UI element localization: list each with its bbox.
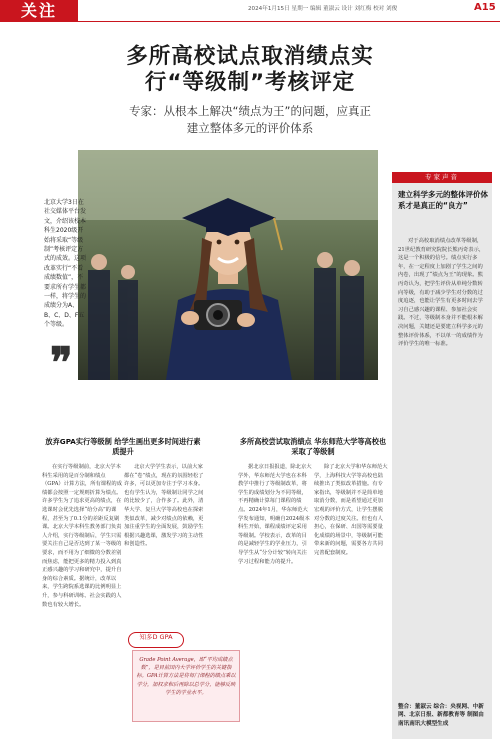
sidebar-body: 对于高校取消绩点改革等级制，21世纪教育研究院院长熊丙奇表示，这是一个积极的信号。绩点实行多年，在一定程度上加剧了学生之间的内卷，出现了“绩点为王”的现象。熊丙奇认为，把学生评价从单纯分数转向等级，有助于减少学生对分数的过度追逐，也能让学生有更多时间去学习自己感兴趣的课程、参加社会实践。不过，等级制本身并不能根本解决问题，关键还是要建立科学多元的整体评价体系，不以单一的成绩作为评价学生的唯一标准。 xyxy=(398,238,485,348)
sidebar-credit: 整合：董淑云 综合：央视网、中新网、北京日报、新都教育等 制图由南讯南讯大模型生成 xyxy=(398,704,484,727)
sidebar-title: 建立科学多元的整体评价体系才是真正的“良方” xyxy=(398,190,488,210)
page-number: A15 xyxy=(474,2,496,13)
graduate-photo xyxy=(78,150,378,380)
right-article-col2: 除了北京大学和华东师范大学，上海科技大学等高校也陆续推出了类似改革措施。有专家指出，等级制并不是简单地取消分数，而是希望通过更加宏观的评价方式，让学生摆脱对分数的过度关注。但也有人担心，在保研、出国等需要量化成绩的场景中，等级制可能带来新的问题，需要各方共同完善配套制度。 xyxy=(314,464,388,556)
left-article-col2: 北京大学学生表示，以前大家都在“卷”绩点，现在的氛围轻松了许多，可以更加专注于学习本身。也有学生认为，等级制让同学之间的比较少了，合作多了。此外，清华大学、复旦大学等高校也在探索类似改革，减少对绩点的依赖，更加注重学生的全面发展，鼓励学生根据兴趣选课，激发学习的主动性和创造性。 xyxy=(124,464,204,548)
subheadline: 专家：从根本上解决“绩点为王”的问题，应真正建立整体多元的评价体系 xyxy=(129,104,371,135)
intro-text: 北京大学3日在社交媒体平台发文，介绍该校本科生2020级开始将采取“等级制”考核评定方式的成效。这项改革实行“不看成绩数值”，不要求所有学生都一样，将学生的成绩分为A、B、C、D、F五个等级。 xyxy=(44,199,87,329)
glossary-badge: 知多D GPA xyxy=(128,632,184,648)
quote-mark-icon: ❞ xyxy=(50,338,73,387)
graduate-illustration xyxy=(78,150,378,380)
left-article-col1: 在实行等级制前，北京大学本科生采用的是百分制和绩点（GPA）计算方法，所有课程的成绩都会按照一定规则折算为绩点。许多学生为了追求更高的绩点，在选课时会优先选择“给分高”的课程，甚至为了0.1分的差距反复刷课。北京大学本科生教务部门负责人介绍，实行等级制后，学生只需要关注自己是否达到了某一等级的要求，而不用为了细微的分数差别而焦虑，能把更多的精力投入到真正感兴趣的学习和研究中，提升自身的综合素质。据统计，改革以来，学生跨院系选课的比例明显上升，参与科研训练、社会实践的人数也有较大增长。 xyxy=(42,464,122,608)
header-info: 2024年1月15日 星期一 编辑 董淑云 设计 刘红梅 校对 刘俊 xyxy=(248,6,398,12)
left-article-heading: 放弃GPA实行等级制 给学生画出更多时间进行素质提升 xyxy=(45,437,201,456)
headline: 多所高校试点取消绩点实行“等级制”考核评定 xyxy=(126,44,374,95)
right-article-heading: 多所高校尝试取消绩点 华东师范大学等高校也采取了等级制 xyxy=(239,437,387,456)
right-article-col1: 据北京日报报道，除北京大学外，华东师范大学也在本科教学中推行了等级制改革，将学生的成绩划分为不同等级，不再精确计算每门课程的绩点。2024年1月，华东师范大学发布通知，明确自2024级本科生开始，课程成绩评定采用等级制。学校表示，改革的目的是减轻学生的学业压力，引导学生从“分分计较”转向关注学习过程和能力的提升。 xyxy=(238,464,312,565)
expert-voice-band: 专家声音 xyxy=(392,172,492,183)
glossary-text: Grade Point Average，即“平均成绩点数”，是目前国内大学评价学生的关键指标。GPA计算方法是将每门课程的绩点乘以学分，加权求和后再除以总学分，能够反映学生的学业水平。 xyxy=(136,657,236,696)
section-tag: 关注 xyxy=(0,0,78,22)
